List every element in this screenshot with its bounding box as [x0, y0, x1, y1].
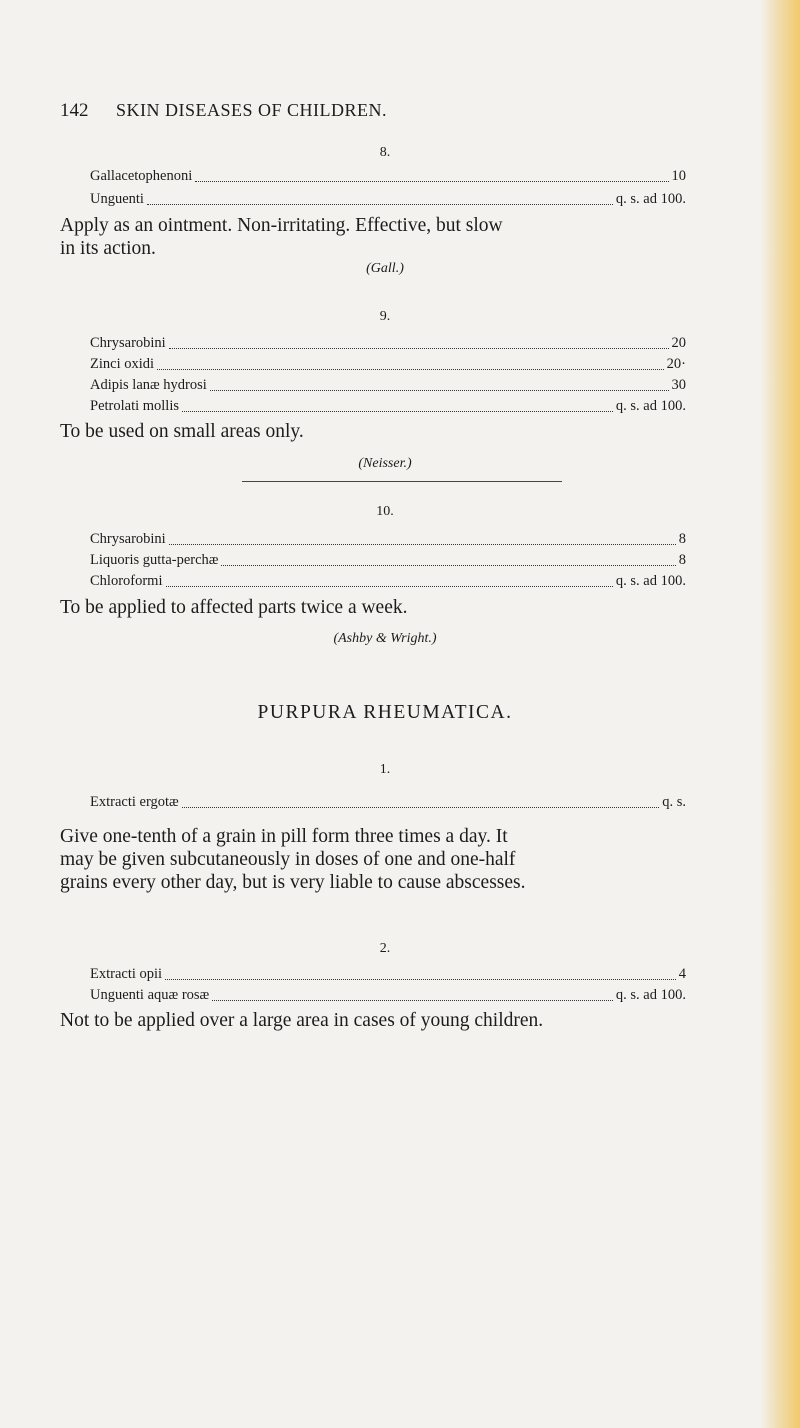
instructions-line: To be applied to affected parts twice a week.: [60, 597, 408, 618]
ingredient-name: Unguenti aquæ rosæ: [90, 987, 210, 1003]
ingredient-quantity: q. s. ad 100.: [615, 191, 686, 207]
ingredient-line: [90, 168, 686, 185]
ingredient-name: Chloroformi: [90, 573, 163, 589]
prescription-number-10: 10.: [376, 504, 394, 519]
ingredient-name: Extracti ergotæ: [90, 794, 179, 810]
instructions-paragraph: [60, 1009, 710, 1032]
ingredient-quantity: q. s. ad 100.: [615, 573, 686, 589]
author-attribution: (Gall.): [366, 261, 404, 276]
ingredient-quantity: 10: [671, 168, 686, 184]
dot-leader: [169, 543, 676, 545]
ingredient-line: [90, 966, 686, 983]
dot-leader: [195, 180, 668, 182]
ingredient-quantity: q. s. ad 100.: [615, 398, 686, 414]
instructions-line: Give one-tenth of a grain in pill form three times a day. It: [60, 826, 508, 847]
ingredient-line: [90, 987, 686, 1004]
dot-leader: [147, 203, 613, 205]
ingredient-quantity: 4: [678, 966, 686, 982]
dot-leader: [182, 806, 659, 808]
ingredient-name: Zinci oxidi: [90, 356, 155, 372]
page-header: [60, 100, 710, 124]
dot-leader: [165, 978, 676, 980]
ingredient-line: [90, 335, 686, 352]
ingredient-name: Extracti opii: [90, 966, 163, 982]
instructions-paragraph: [60, 420, 710, 443]
ingredient-quantity: q. s. ad 100.: [615, 987, 686, 1003]
instructions-paragraph: [60, 214, 710, 260]
ingredient-quantity: 8: [678, 552, 686, 568]
ingredient-line: [90, 398, 686, 415]
ingredient-name: Liquoris gutta-perchæ: [90, 552, 219, 568]
ingredient-name: Petrolati mollis: [90, 398, 180, 414]
instructions-line: may be given subcutaneously in doses of one and one-half: [60, 849, 516, 870]
dot-leader: [169, 347, 669, 349]
ingredient-line: [90, 531, 686, 548]
ingredient-quantity: 30: [671, 377, 686, 393]
ingredient-quantity: q. s.: [662, 794, 686, 810]
prescription-number-1: 1.: [379, 762, 391, 777]
prescription-number-2: 2.: [379, 941, 391, 956]
ingredient-line: [90, 191, 686, 208]
instructions-line: To be used on small areas only.: [60, 421, 304, 442]
ingredient-name: Chrysarobini: [90, 335, 166, 351]
dot-leader: [212, 999, 613, 1001]
ingredient-quantity: 8: [678, 531, 686, 547]
dot-leader: [157, 368, 664, 370]
prescription-number-9: 9.: [379, 309, 391, 324]
ingredient-name: Unguenti: [90, 191, 144, 207]
running-title: SKIN DISEASES OF CHILDREN.: [116, 100, 388, 120]
instructions-line: grains every other day, but is very liable to cause abscesses.: [60, 872, 526, 893]
ingredient-line: [90, 356, 686, 373]
ingredient-name: Gallacetophenoni: [90, 168, 193, 184]
ingredient-line: [90, 552, 686, 569]
ingredient-line: [90, 377, 686, 394]
ingredient-line: [90, 573, 686, 590]
dot-leader: [221, 564, 675, 566]
instructions-line: Apply as an ointment. Non-irritating. Effective, but slow: [60, 215, 503, 236]
dot-leader: [182, 410, 613, 412]
author-attribution: (Neisser.): [358, 456, 412, 471]
section-title: PURPURA RHEUMATICA.: [257, 702, 513, 723]
section-divider: [242, 481, 562, 482]
ingredient-name: Adipis lanæ hydrosi: [90, 377, 207, 393]
prescription-number-8: 8.: [379, 145, 391, 160]
dot-leader: [210, 389, 669, 391]
ingredient-quantity: 20: [671, 335, 686, 351]
instructions-line: Not to be applied over a large area in cases of young children.: [60, 1010, 544, 1031]
instructions-paragraph: [60, 825, 710, 894]
author-attribution: (Ashby & Wright.): [333, 631, 437, 646]
ingredient-name: Chrysarobini: [90, 531, 166, 547]
instructions-line: in its action.: [60, 238, 156, 259]
dot-leader: [166, 585, 613, 587]
page-number: 142: [60, 100, 89, 121]
ingredient-line: [90, 794, 686, 811]
page-edge-shading: [760, 0, 800, 1428]
instructions-paragraph: [60, 596, 710, 619]
ingredient-quantity: 20·: [666, 356, 686, 372]
